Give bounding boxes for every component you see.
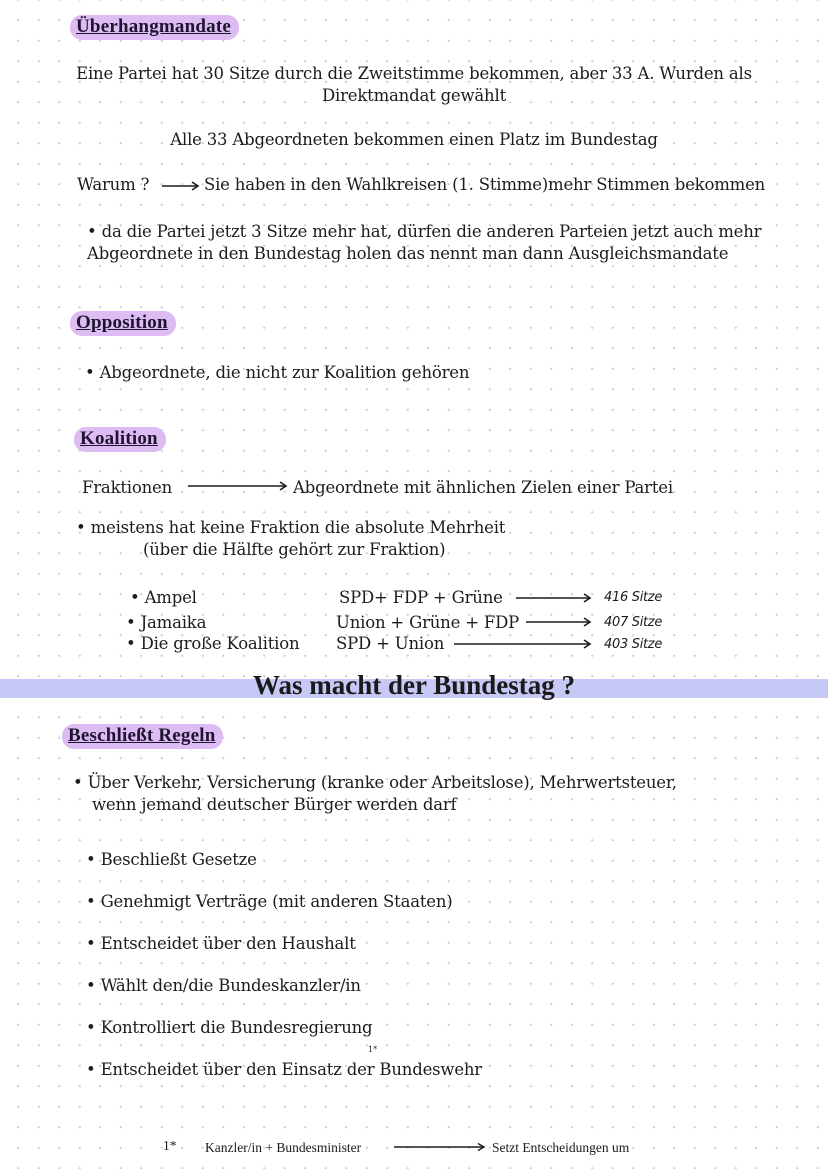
right-arrow-icon (392, 1141, 488, 1153)
task-item: • Genehmigt Verträge (mit anderen Staaten) (86, 892, 453, 911)
heading-beschliesst-regeln: Beschließt Regeln (62, 724, 223, 749)
ueberhang-line-3: Alle 33 Abgeordneten bekommen einen Platz im Bundestag (170, 130, 658, 149)
heading-ueberhangmandate: Überhangmandate (70, 15, 239, 40)
page-title: Was macht der Bundestag ? (252, 670, 576, 700)
footnote-ref: 1* (163, 1138, 177, 1153)
footnote-left: Kanzler/in + Bundesminister (205, 1140, 362, 1155)
koalition-bullet-line-1: • meistens hat keine Fraktion die absolute Mehrheit (76, 518, 506, 537)
regeln-bullet-line-1: • Über Verkehr, Versicherung (kranke oder Arbeitslose), Mehrwertsteuer, (73, 773, 677, 792)
why-label: Warum ? (77, 175, 150, 194)
coalition-parties: SPD + Union (336, 634, 445, 653)
ueberhang-line-1: Eine Partei hat 30 Sitze durch die Zweitstimme bekommen, aber 33 A. Wurden als (76, 64, 752, 83)
fraktionen-label: Fraktionen (82, 478, 173, 497)
coalition-name: • Jamaika (126, 613, 207, 632)
coalition-name: • Die große Koalition (126, 634, 300, 653)
coalition-seats: 403 Sitze (604, 637, 663, 652)
footnote-right: Setzt Entscheidungen um (492, 1140, 630, 1155)
coalition-seats: 407 Sitze (604, 615, 663, 630)
ausgleich-line-2: Abgeordnete in den Bundestag holen das nennt man dann Ausgleichsmandate (87, 244, 729, 263)
right-arrow-icon (160, 178, 202, 194)
task-item: • Entscheidet über den Haushalt (86, 934, 356, 953)
heading-koalition: Koalition (74, 427, 166, 452)
coalition-parties: Union + Grüne + FDP (336, 613, 520, 632)
right-arrow-icon (524, 615, 594, 629)
right-arrow-icon (514, 591, 594, 605)
opposition-bullet: • Abgeordnete, die nicht zur Koalition gehören (85, 363, 470, 382)
regeln-bullet-line-2: wenn jemand deutscher Bürger werden darf (92, 795, 457, 814)
fraktionen-definition: Abgeordnete mit ähnlichen Zielen einer Partei (293, 478, 673, 497)
footnote-marker: 1* (368, 1045, 378, 1054)
heading-opposition: Opposition (70, 311, 176, 336)
coalition-seats: 416 Sitze (604, 590, 663, 605)
right-arrow-icon (186, 479, 290, 493)
koalition-bullet-line-2: (über die Hälfte gehört zur Fraktion) (143, 540, 446, 559)
ausgleich-line-1: • da die Partei jetzt 3 Sitze mehr hat, dürfen die anderen Parteien jetzt auch mehr (87, 222, 762, 241)
task-item: • Wählt den/die Bundeskanzler/in (86, 976, 361, 995)
ueberhang-line-2: Direktmandat gewählt (322, 86, 506, 105)
task-item: • Kontrolliert die Bundesregierung (86, 1018, 373, 1037)
task-item: • Beschließt Gesetze (86, 850, 257, 869)
coalition-parties: SPD+ FDP + Grüne (339, 588, 503, 607)
why-answer: Sie haben in den Wahlkreisen (1. Stimme)mehr Stimmen bekommen (204, 175, 766, 194)
right-arrow-icon (452, 637, 594, 651)
task-item: • Entscheidet über den Einsatz der Bundeswehr (86, 1060, 482, 1079)
coalition-name: • Ampel (130, 588, 197, 607)
